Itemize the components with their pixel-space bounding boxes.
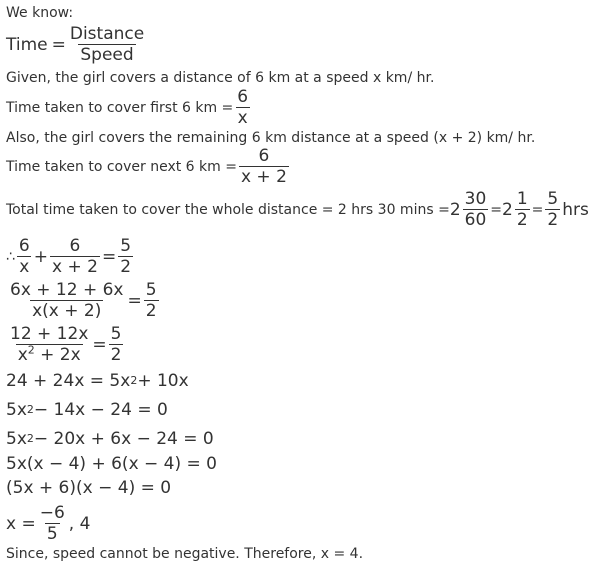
s3-num: 12 + 12x bbox=[10, 324, 89, 344]
s1-n3: 5 bbox=[120, 236, 132, 256]
s2-d: 2 bbox=[145, 301, 157, 321]
step-4: 24 + 24x = 5x 2 + 10x bbox=[6, 371, 189, 391]
t1-label: Time taken to cover first 6 km = bbox=[6, 99, 234, 116]
s2-frac bbox=[8, 280, 126, 321]
s1-frac-2 bbox=[50, 236, 100, 277]
s3-den-b: + 2x bbox=[34, 345, 81, 365]
total-w1: 2 bbox=[449, 199, 461, 220]
therefore-symbol: ∴ bbox=[6, 248, 15, 265]
t2-den: x + 2 bbox=[240, 167, 287, 187]
s1-n2: 6 bbox=[69, 236, 81, 256]
t2-fraction bbox=[239, 146, 289, 187]
total-eq2: = bbox=[531, 201, 544, 218]
total-frac-3 bbox=[545, 189, 560, 230]
formula-eq: = bbox=[51, 34, 66, 55]
s1-frac-1 bbox=[17, 236, 32, 277]
total-w2: 2 bbox=[502, 199, 513, 220]
s6-b: − 20x + 6x − 24 = 0 bbox=[33, 429, 214, 449]
given-second-leg: Also, the girl covers the remaining 6 km distance at a speed (x + 2) km/ hr. bbox=[6, 130, 536, 146]
s9-num: −6 bbox=[39, 503, 65, 523]
time-formula bbox=[6, 24, 148, 65]
s3-frac bbox=[8, 324, 90, 365]
s3-d: 2 bbox=[110, 345, 122, 365]
step-8: (5x + 6)(x − 4) = 0 bbox=[6, 478, 172, 498]
t1-num: 6 bbox=[237, 87, 249, 107]
s9-frac bbox=[38, 503, 67, 544]
s1-d3: 2 bbox=[120, 257, 132, 277]
s3-den-a: x bbox=[17, 345, 28, 365]
t1-den: x bbox=[237, 108, 248, 128]
total-time bbox=[6, 189, 589, 230]
s4-b: + 10x bbox=[137, 371, 189, 391]
s1-eq: = bbox=[101, 246, 117, 267]
s5-a: 5x bbox=[6, 400, 27, 420]
s1-d1: x bbox=[19, 257, 30, 277]
intro-text: We know: bbox=[6, 5, 74, 21]
total-frac-1 bbox=[463, 189, 489, 230]
total-d2: 2 bbox=[516, 210, 528, 230]
s2-eq: = bbox=[127, 290, 142, 311]
s9-lhs: x = bbox=[6, 513, 36, 534]
t2-num: 6 bbox=[258, 146, 270, 166]
s3-den-exp: 2 bbox=[27, 343, 35, 357]
step-6: 5x 2 − 20x + 6x − 24 = 0 bbox=[6, 429, 214, 449]
given-first-leg: Given, the girl covers a distance of 6 km at a speed x km/ hr. bbox=[6, 70, 435, 86]
total-n2: 1 bbox=[516, 189, 528, 209]
step-7: 5x(x − 4) + 6(x − 4) = 0 bbox=[6, 454, 217, 474]
s3-den bbox=[16, 344, 83, 365]
step-3 bbox=[6, 324, 125, 365]
s5-b: − 14x − 24 = 0 bbox=[33, 400, 168, 420]
s3-eq: = bbox=[92, 334, 107, 355]
step-5: 5x 2 − 14x − 24 = 0 bbox=[6, 400, 168, 420]
s3-n: 5 bbox=[110, 324, 122, 344]
step-9 bbox=[6, 503, 90, 544]
formula-denominator: Speed bbox=[80, 45, 134, 65]
total-mixed-1 bbox=[450, 189, 490, 230]
total-frac-2 bbox=[515, 189, 530, 230]
conclusion-text: Since, speed cannot be negative. Therefore, x = 4. bbox=[6, 546, 364, 562]
s4-a: 24 + 24x = 5x bbox=[6, 371, 131, 391]
s1-frac-3 bbox=[118, 236, 133, 277]
s9-rest: , 4 bbox=[68, 513, 91, 534]
s6-a: 5x bbox=[6, 429, 27, 449]
s2-frac-r bbox=[144, 280, 159, 321]
total-eq1: = bbox=[490, 201, 503, 218]
time-second-leg bbox=[6, 146, 291, 187]
s1-plus: + bbox=[33, 246, 48, 267]
formula-numerator: Distance bbox=[69, 24, 145, 44]
t1-fraction bbox=[235, 87, 250, 128]
formula-lhs: Time bbox=[6, 34, 48, 55]
step-2 bbox=[6, 280, 161, 321]
s1-n1: 6 bbox=[18, 236, 30, 256]
total-d1: 60 bbox=[464, 210, 487, 230]
s3-frac-r bbox=[109, 324, 124, 365]
total-n1: 30 bbox=[464, 189, 487, 209]
t2-label: Time taken to cover next 6 km = bbox=[6, 158, 237, 175]
formula-fraction bbox=[68, 24, 146, 65]
time-first-leg bbox=[6, 87, 252, 128]
total-d3: 2 bbox=[547, 210, 559, 230]
s2-den: x(x + 2) bbox=[32, 301, 102, 321]
total-unit: hrs bbox=[562, 199, 589, 220]
s2-n: 5 bbox=[145, 280, 157, 300]
total-n3: 5 bbox=[547, 189, 559, 209]
s9-den: 5 bbox=[46, 524, 58, 544]
step-1 bbox=[6, 236, 135, 277]
s2-num: 6x + 12 + 6x bbox=[10, 280, 124, 300]
total-label: Total time taken to cover the whole distance = 2 hrs 30 mins = bbox=[6, 201, 450, 218]
s1-d2: x + 2 bbox=[52, 257, 98, 277]
total-mixed-2 bbox=[502, 189, 532, 230]
